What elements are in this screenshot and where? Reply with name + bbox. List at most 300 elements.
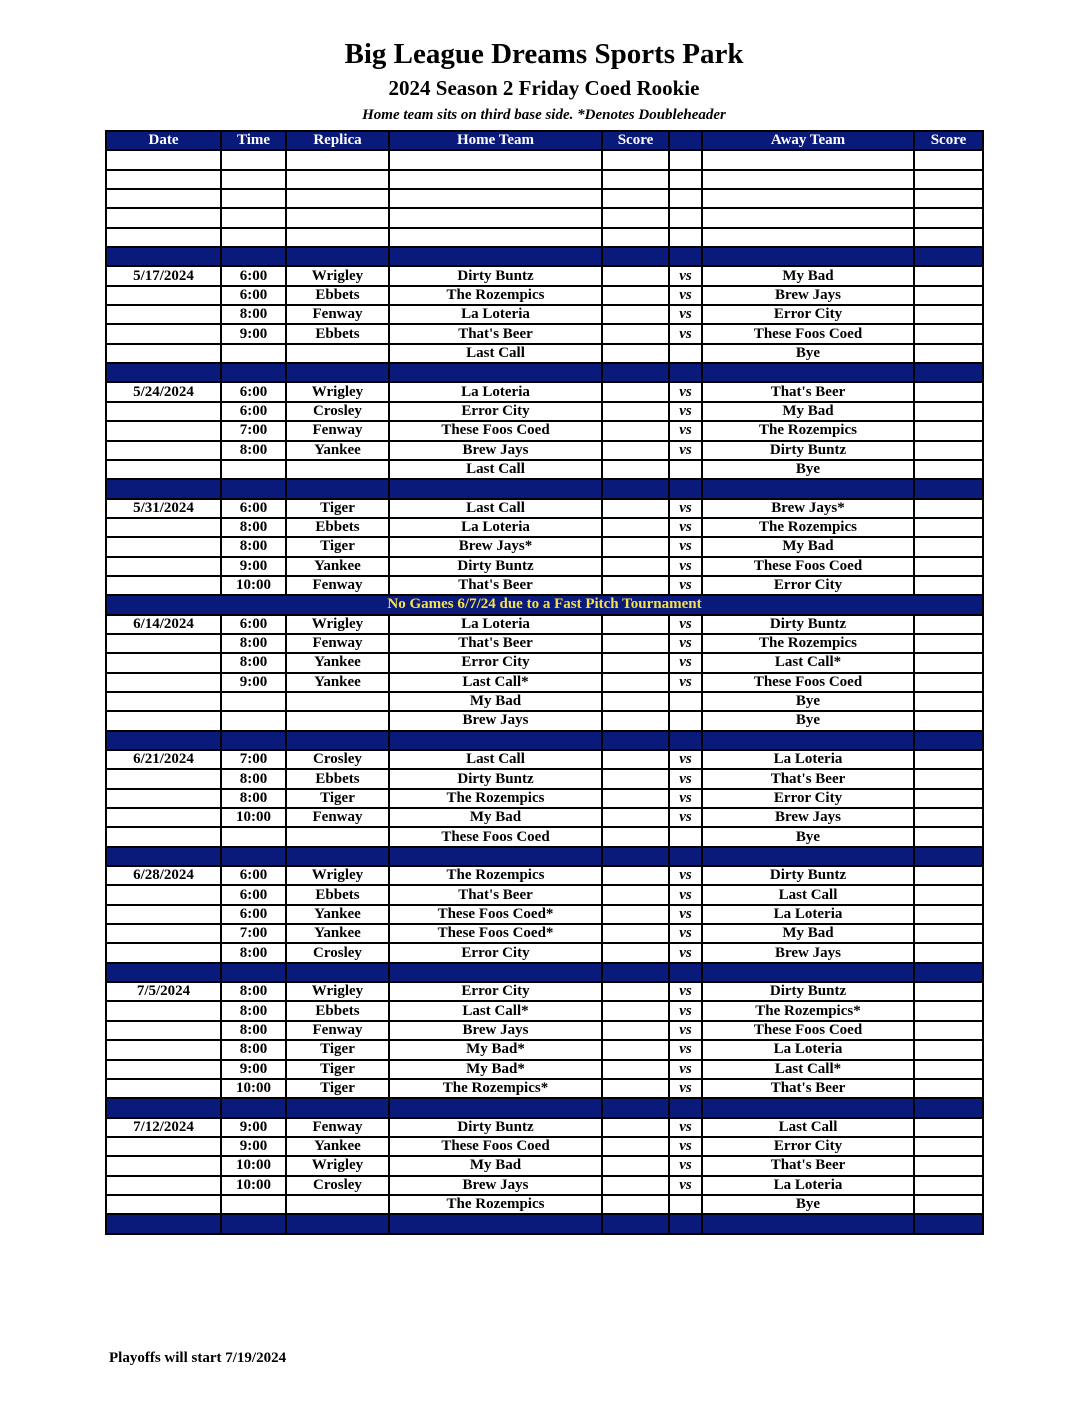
field-cell: Fenway xyxy=(286,305,389,324)
page-note: Home team sits on third base side. *Denotes Doubleheader xyxy=(362,107,726,123)
empty-cell xyxy=(221,363,286,382)
date-cell: 6/28/2024 xyxy=(106,866,221,885)
date-cell xyxy=(106,1001,221,1020)
home-score-cell xyxy=(602,1156,669,1175)
home-team-cell: Last Call* xyxy=(389,673,602,692)
empty-cell xyxy=(702,150,914,169)
home-score-cell xyxy=(602,673,669,692)
vs-cell: vs xyxy=(669,402,702,421)
time-cell: 9:00 xyxy=(221,1118,286,1137)
empty-cell xyxy=(286,847,389,866)
empty-cell xyxy=(221,1214,286,1233)
empty-cell xyxy=(702,963,914,982)
empty-cell xyxy=(669,1098,702,1117)
home-team-cell: That's Beer xyxy=(389,576,602,595)
away-score-cell xyxy=(914,827,983,846)
time-cell xyxy=(221,460,286,479)
home-score-cell xyxy=(602,750,669,769)
home-team-cell: The Rozempics* xyxy=(389,1079,602,1098)
empty-cell xyxy=(286,150,389,169)
field-cell: Crosley xyxy=(286,1176,389,1195)
game-row xyxy=(106,537,983,556)
game-row xyxy=(106,1079,983,1098)
home-score-cell xyxy=(602,982,669,1001)
vs-cell: vs xyxy=(669,305,702,324)
time-cell: 6:00 xyxy=(221,905,286,924)
home-score-cell xyxy=(602,924,669,943)
time-cell: 8:00 xyxy=(221,537,286,556)
date-cell xyxy=(106,653,221,672)
game-row xyxy=(106,1156,983,1175)
field-cell: Yankee xyxy=(286,557,389,576)
away-team-cell: The Rozempics xyxy=(702,634,914,653)
empty-cell xyxy=(602,189,669,208)
away-score-cell xyxy=(914,943,983,962)
away-team-cell: Brew Jays* xyxy=(702,499,914,518)
home-team-cell: These Foos Coed xyxy=(389,421,602,440)
time-cell xyxy=(221,344,286,363)
vs-cell: vs xyxy=(669,982,702,1001)
away-score-cell xyxy=(914,324,983,343)
empty-cell xyxy=(914,247,983,266)
away-team-cell: Bye xyxy=(702,692,914,711)
date-cell xyxy=(106,1079,221,1098)
date-cell xyxy=(106,344,221,363)
date-cell xyxy=(106,402,221,421)
home-score-cell xyxy=(602,1195,669,1214)
time-cell: 8:00 xyxy=(221,943,286,962)
empty-cell xyxy=(389,208,602,227)
game-row xyxy=(106,576,983,595)
empty-cell xyxy=(669,479,702,498)
field-cell: Fenway xyxy=(286,808,389,827)
time-cell: 10:00 xyxy=(221,1156,286,1175)
empty-cell xyxy=(286,228,389,247)
vs-cell: vs xyxy=(669,324,702,343)
away-score-cell xyxy=(914,557,983,576)
empty-cell xyxy=(106,1214,221,1233)
vs-cell: vs xyxy=(669,634,702,653)
vs-cell: vs xyxy=(669,421,702,440)
date-cell xyxy=(106,1040,221,1059)
field-cell: Wrigley xyxy=(286,615,389,634)
empty-cell xyxy=(602,247,669,266)
empty-cell xyxy=(702,208,914,227)
away-score-cell xyxy=(914,499,983,518)
home-team-cell: My Bad xyxy=(389,808,602,827)
empty-cell xyxy=(602,1098,669,1117)
time-cell: 6:00 xyxy=(221,885,286,904)
date-cell xyxy=(106,1060,221,1079)
game-row xyxy=(106,402,983,421)
away-score-cell xyxy=(914,382,983,401)
empty-cell xyxy=(914,208,983,227)
vs-cell: vs xyxy=(669,769,702,788)
time-cell: 10:00 xyxy=(221,1176,286,1195)
home-team-cell: Error City xyxy=(389,653,602,672)
home-team-cell: Last Call xyxy=(389,750,602,769)
field-cell: Wrigley xyxy=(286,982,389,1001)
vs-cell: vs xyxy=(669,1118,702,1137)
header-row xyxy=(106,131,983,150)
game-row xyxy=(106,1021,983,1040)
empty-cell xyxy=(286,479,389,498)
date-cell xyxy=(106,673,221,692)
col-time: Time xyxy=(221,131,286,150)
col-replica: Replica xyxy=(286,131,389,150)
game-row xyxy=(106,827,983,846)
date-cell: 6/21/2024 xyxy=(106,750,221,769)
home-score-cell xyxy=(602,344,669,363)
home-score-cell xyxy=(602,1021,669,1040)
home-score-cell xyxy=(602,1001,669,1020)
home-score-cell xyxy=(602,1040,669,1059)
home-score-cell xyxy=(602,905,669,924)
home-score-cell xyxy=(602,866,669,885)
vs-cell: vs xyxy=(669,750,702,769)
away-team-cell: Brew Jays xyxy=(702,286,914,305)
home-team-cell: My Bad xyxy=(389,692,602,711)
empty-cell xyxy=(914,731,983,750)
field-cell: Fenway xyxy=(286,576,389,595)
away-team-cell: Last Call* xyxy=(702,653,914,672)
empty-cell xyxy=(106,247,221,266)
game-row xyxy=(106,421,983,440)
home-score-cell xyxy=(602,460,669,479)
time-cell: 6:00 xyxy=(221,402,286,421)
field-cell xyxy=(286,344,389,363)
empty-cell xyxy=(286,189,389,208)
away-score-cell xyxy=(914,982,983,1001)
empty-cell xyxy=(702,247,914,266)
away-team-cell: Dirty Buntz xyxy=(702,615,914,634)
away-score-cell xyxy=(914,1040,983,1059)
away-team-cell: The Rozempics xyxy=(702,421,914,440)
empty-cell xyxy=(602,963,669,982)
date-cell xyxy=(106,827,221,846)
empty-cell xyxy=(914,228,983,247)
away-team-cell: Error City xyxy=(702,305,914,324)
time-cell xyxy=(221,1195,286,1214)
home-score-cell xyxy=(602,1137,669,1156)
home-score-cell xyxy=(602,421,669,440)
schedule-body xyxy=(106,150,983,1233)
empty-cell xyxy=(286,731,389,750)
away-score-cell xyxy=(914,344,983,363)
empty-cell xyxy=(702,1098,914,1117)
empty-cell xyxy=(106,208,221,227)
away-team-cell: Last Call* xyxy=(702,1060,914,1079)
vs-cell: vs xyxy=(669,576,702,595)
empty-cell xyxy=(702,363,914,382)
empty-cell xyxy=(106,170,221,189)
vs-cell: vs xyxy=(669,1040,702,1059)
vs-cell xyxy=(669,711,702,730)
empty-cell xyxy=(669,208,702,227)
date-cell xyxy=(106,441,221,460)
empty-cell xyxy=(702,1214,914,1233)
separator-row xyxy=(106,363,983,382)
time-cell: 10:00 xyxy=(221,1079,286,1098)
empty-cell xyxy=(669,189,702,208)
away-score-cell xyxy=(914,1118,983,1137)
home-score-cell xyxy=(602,441,669,460)
home-score-cell xyxy=(602,789,669,808)
away-team-cell: Error City xyxy=(702,576,914,595)
time-cell: 8:00 xyxy=(221,1021,286,1040)
field-cell: Crosley xyxy=(286,943,389,962)
home-score-cell xyxy=(602,634,669,653)
away-score-cell xyxy=(914,866,983,885)
time-cell xyxy=(221,692,286,711)
home-score-cell xyxy=(602,557,669,576)
empty-cell xyxy=(669,963,702,982)
empty-cell xyxy=(106,150,221,169)
empty-cell xyxy=(221,150,286,169)
empty-cell xyxy=(389,1214,602,1233)
home-score-cell xyxy=(602,1176,669,1195)
home-team-cell: Last Call xyxy=(389,344,602,363)
home-score-cell xyxy=(602,576,669,595)
home-team-cell: Brew Jays* xyxy=(389,537,602,556)
empty-cell xyxy=(389,247,602,266)
empty-cell xyxy=(914,847,983,866)
home-score-cell xyxy=(602,827,669,846)
game-row xyxy=(106,692,983,711)
date-cell xyxy=(106,711,221,730)
empty-cell xyxy=(669,170,702,189)
home-team-cell: These Foos Coed xyxy=(389,827,602,846)
home-score-cell xyxy=(602,324,669,343)
col-home-team: Home Team xyxy=(389,131,602,150)
away-score-cell xyxy=(914,673,983,692)
away-score-cell xyxy=(914,711,983,730)
away-score-cell xyxy=(914,1021,983,1040)
away-score-cell xyxy=(914,1137,983,1156)
home-team-cell: Brew Jays xyxy=(389,1176,602,1195)
field-cell: Fenway xyxy=(286,634,389,653)
separator-row xyxy=(106,847,983,866)
home-team-cell: That's Beer xyxy=(389,324,602,343)
home-score-cell xyxy=(602,711,669,730)
empty-cell xyxy=(669,731,702,750)
vs-cell: vs xyxy=(669,866,702,885)
away-team-cell: Bye xyxy=(702,711,914,730)
page-subtitle: 2024 Season 2 Friday Coed Rookie xyxy=(388,76,700,100)
empty-cell xyxy=(221,1098,286,1117)
vs-cell: vs xyxy=(669,885,702,904)
vs-cell: vs xyxy=(669,518,702,537)
time-cell: 9:00 xyxy=(221,1060,286,1079)
away-team-cell: My Bad xyxy=(702,266,914,285)
home-team-cell: Error City xyxy=(389,402,602,421)
home-score-cell xyxy=(602,518,669,537)
game-row xyxy=(106,750,983,769)
game-row xyxy=(106,286,983,305)
home-team-cell: La Loteria xyxy=(389,615,602,634)
time-cell: 6:00 xyxy=(221,866,286,885)
date-cell xyxy=(106,1137,221,1156)
empty-cell xyxy=(389,847,602,866)
empty-cell xyxy=(221,208,286,227)
empty-cell xyxy=(914,189,983,208)
home-score-cell xyxy=(602,808,669,827)
date-cell xyxy=(106,518,221,537)
home-score-cell xyxy=(602,382,669,401)
away-score-cell xyxy=(914,266,983,285)
game-row xyxy=(106,866,983,885)
home-score-cell xyxy=(602,1060,669,1079)
vs-cell: vs xyxy=(669,1021,702,1040)
vs-cell: vs xyxy=(669,441,702,460)
field-cell: Wrigley xyxy=(286,382,389,401)
empty-cell xyxy=(286,208,389,227)
game-row xyxy=(106,615,983,634)
empty-cell xyxy=(914,1098,983,1117)
home-team-cell: My Bad* xyxy=(389,1060,602,1079)
away-score-cell xyxy=(914,789,983,808)
separator-row xyxy=(106,479,983,498)
col-date: Date xyxy=(106,131,221,150)
empty-cell xyxy=(221,247,286,266)
game-row xyxy=(106,808,983,827)
vs-cell: vs xyxy=(669,537,702,556)
game-row xyxy=(106,769,983,788)
empty-cell xyxy=(106,731,221,750)
away-team-cell: That's Beer xyxy=(702,382,914,401)
vs-cell: vs xyxy=(669,924,702,943)
empty-cell xyxy=(221,963,286,982)
blank-row xyxy=(106,208,983,227)
time-cell: 6:00 xyxy=(221,499,286,518)
empty-cell xyxy=(221,189,286,208)
away-score-cell xyxy=(914,441,983,460)
time-cell: 9:00 xyxy=(221,1137,286,1156)
field-cell xyxy=(286,460,389,479)
game-row xyxy=(106,305,983,324)
field-cell: Ebbets xyxy=(286,885,389,904)
field-cell: Tiger xyxy=(286,1040,389,1059)
field-cell: Yankee xyxy=(286,653,389,672)
blank-row xyxy=(106,150,983,169)
game-row xyxy=(106,1118,983,1137)
time-cell: 9:00 xyxy=(221,557,286,576)
game-row xyxy=(106,518,983,537)
away-team-cell: Brew Jays xyxy=(702,943,914,962)
vs-cell: vs xyxy=(669,266,702,285)
date-cell xyxy=(106,1176,221,1195)
empty-cell xyxy=(669,150,702,169)
field-cell: Tiger xyxy=(286,537,389,556)
time-cell: 9:00 xyxy=(221,673,286,692)
game-row xyxy=(106,673,983,692)
time-cell: 8:00 xyxy=(221,789,286,808)
empty-cell xyxy=(221,170,286,189)
field-cell: Ebbets xyxy=(286,518,389,537)
away-score-cell xyxy=(914,653,983,672)
empty-cell xyxy=(602,150,669,169)
date-cell xyxy=(106,537,221,556)
away-team-cell: That's Beer xyxy=(702,1079,914,1098)
field-cell: Tiger xyxy=(286,499,389,518)
date-cell xyxy=(106,905,221,924)
vs-cell: vs xyxy=(669,615,702,634)
away-score-cell xyxy=(914,537,983,556)
home-team-cell: Brew Jays xyxy=(389,1021,602,1040)
date-cell xyxy=(106,769,221,788)
field-cell xyxy=(286,827,389,846)
date-cell xyxy=(106,789,221,808)
empty-cell xyxy=(106,847,221,866)
away-score-cell xyxy=(914,1156,983,1175)
vs-cell: vs xyxy=(669,1079,702,1098)
time-cell: 6:00 xyxy=(221,286,286,305)
away-team-cell: Bye xyxy=(702,344,914,363)
away-team-cell: That's Beer xyxy=(702,769,914,788)
empty-cell xyxy=(106,228,221,247)
vs-cell: vs xyxy=(669,1156,702,1175)
home-score-cell xyxy=(602,885,669,904)
away-team-cell: These Foos Coed xyxy=(702,1021,914,1040)
empty-cell xyxy=(389,731,602,750)
date-cell xyxy=(106,324,221,343)
away-team-cell: La Loteria xyxy=(702,1176,914,1195)
home-team-cell: Last Call xyxy=(389,460,602,479)
game-row xyxy=(106,441,983,460)
time-cell: 10:00 xyxy=(221,808,286,827)
home-team-cell: La Loteria xyxy=(389,305,602,324)
away-team-cell: La Loteria xyxy=(702,750,914,769)
away-team-cell: Bye xyxy=(702,460,914,479)
time-cell: 8:00 xyxy=(221,518,286,537)
home-score-cell xyxy=(602,266,669,285)
away-score-cell xyxy=(914,750,983,769)
vs-cell: vs xyxy=(669,808,702,827)
time-cell: 6:00 xyxy=(221,266,286,285)
date-cell xyxy=(106,557,221,576)
game-row xyxy=(106,1176,983,1195)
game-row xyxy=(106,905,983,924)
empty-cell xyxy=(669,363,702,382)
home-team-cell: The Rozempics xyxy=(389,789,602,808)
empty-cell xyxy=(389,363,602,382)
home-team-cell: La Loteria xyxy=(389,382,602,401)
field-cell: Ebbets xyxy=(286,1001,389,1020)
separator-row xyxy=(106,1098,983,1117)
empty-cell xyxy=(389,189,602,208)
empty-cell xyxy=(389,228,602,247)
away-team-cell: That's Beer xyxy=(702,1156,914,1175)
vs-cell: vs xyxy=(669,557,702,576)
time-cell: 8:00 xyxy=(221,653,286,672)
away-team-cell: My Bad xyxy=(702,924,914,943)
vs-cell: vs xyxy=(669,499,702,518)
date-cell xyxy=(106,1156,221,1175)
home-team-cell: These Foos Coed* xyxy=(389,924,602,943)
away-score-cell xyxy=(914,1079,983,1098)
field-cell: Yankee xyxy=(286,441,389,460)
time-cell: 8:00 xyxy=(221,982,286,1001)
away-score-cell xyxy=(914,518,983,537)
field-cell: Tiger xyxy=(286,789,389,808)
game-row xyxy=(106,324,983,343)
col-away-team: Away Team xyxy=(702,131,914,150)
away-score-cell xyxy=(914,885,983,904)
field-cell: Fenway xyxy=(286,1021,389,1040)
date-cell: 6/14/2024 xyxy=(106,615,221,634)
empty-cell xyxy=(602,228,669,247)
empty-cell xyxy=(602,847,669,866)
